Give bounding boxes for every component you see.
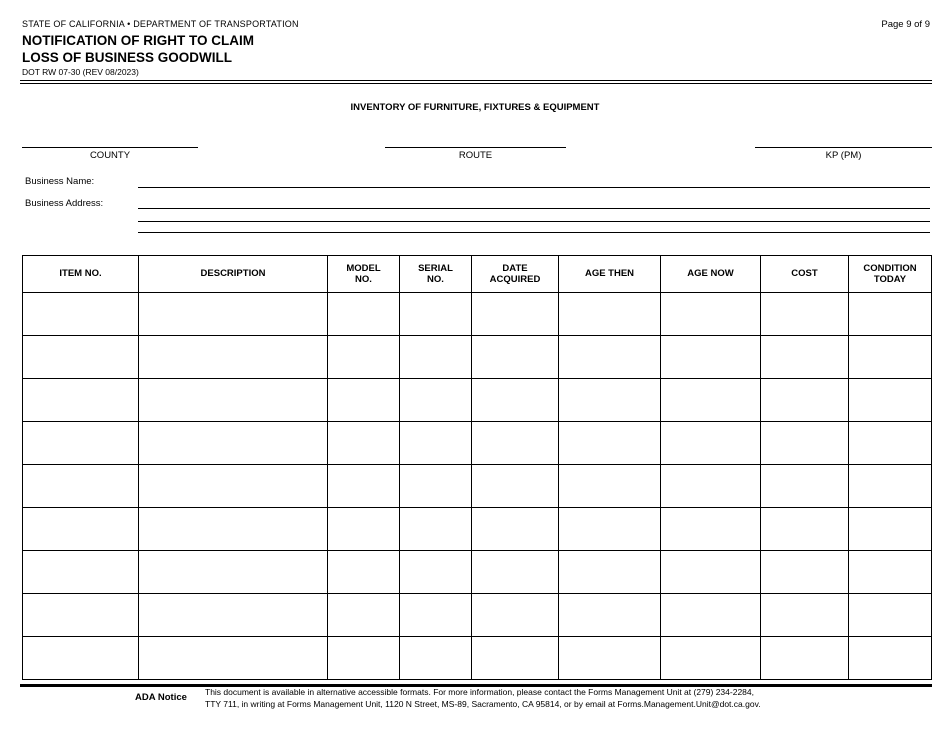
table-cell[interactable] xyxy=(559,551,661,594)
header-divider xyxy=(20,80,932,84)
table-cell[interactable] xyxy=(849,508,932,551)
table-row xyxy=(23,508,932,551)
col-header-age-now xyxy=(661,256,761,293)
col-header-condition-today xyxy=(849,256,932,293)
table-cell[interactable] xyxy=(472,293,559,336)
table-cell[interactable] xyxy=(761,379,849,422)
kp-pm-field xyxy=(755,131,932,161)
col-header-description xyxy=(139,256,328,293)
table-row xyxy=(23,422,932,465)
table-cell[interactable] xyxy=(139,594,328,637)
table-cell[interactable] xyxy=(400,594,472,637)
table-cell[interactable] xyxy=(661,637,761,680)
table-cell[interactable] xyxy=(559,637,661,680)
county-input[interactable] xyxy=(22,131,198,148)
table-cell[interactable] xyxy=(328,379,400,422)
form-title-line1: NOTIFICATION OF RIGHT TO CLAIM xyxy=(22,33,254,48)
table-cell[interactable] xyxy=(328,594,400,637)
col-header-text: CONDITION xyxy=(863,262,917,274)
table-cell[interactable] xyxy=(400,551,472,594)
table-cell[interactable] xyxy=(400,379,472,422)
business-name-label: Business Name: xyxy=(25,176,95,187)
table-cell[interactable] xyxy=(849,379,932,422)
table-cell[interactable] xyxy=(849,465,932,508)
table-cell[interactable] xyxy=(139,551,328,594)
table-cell[interactable] xyxy=(400,422,472,465)
table-cell[interactable] xyxy=(559,336,661,379)
col-header-model-no xyxy=(328,256,400,293)
table-cell[interactable] xyxy=(761,637,849,680)
table-cell[interactable] xyxy=(661,336,761,379)
table-row xyxy=(23,637,932,680)
table-cell[interactable] xyxy=(400,637,472,680)
table-cell[interactable] xyxy=(761,293,849,336)
table-cell[interactable] xyxy=(661,379,761,422)
col-header-text: MODEL xyxy=(346,262,381,274)
table-cell[interactable] xyxy=(328,637,400,680)
ada-notice-line2: TTY 711, in writing at Forms Management Unit, 1120 N Street, MS-89, Sacramento, CA 95814, or by email at Forms.Management.Unit@dot.ca.gov. xyxy=(205,698,761,709)
table-row xyxy=(23,594,932,637)
table-cell[interactable] xyxy=(328,465,400,508)
route-input[interactable] xyxy=(385,131,566,148)
table-cell[interactable] xyxy=(328,508,400,551)
table-cell[interactable] xyxy=(400,293,472,336)
agency-line: STATE OF CALIFORNIA • DEPARTMENT OF TRANSPORTATION xyxy=(22,19,299,29)
table-cell[interactable] xyxy=(139,465,328,508)
table-cell[interactable] xyxy=(400,465,472,508)
table-cell[interactable] xyxy=(328,551,400,594)
table-row xyxy=(23,465,932,508)
col-header-cost xyxy=(761,256,849,293)
table-cell[interactable] xyxy=(761,551,849,594)
table-cell[interactable] xyxy=(559,465,661,508)
ada-notice-label: ADA Notice xyxy=(135,692,187,703)
table-cell[interactable] xyxy=(139,379,328,422)
table-cell[interactable] xyxy=(661,293,761,336)
form-title-line2: LOSS OF BUSINESS GOODWILL xyxy=(22,50,233,65)
table-cell[interactable] xyxy=(559,422,661,465)
table-cell[interactable] xyxy=(328,422,400,465)
table-cell[interactable] xyxy=(661,422,761,465)
col-header-text: ITEM NO. xyxy=(59,268,102,280)
table-cell[interactable] xyxy=(472,508,559,551)
ada-notice-text xyxy=(205,687,825,710)
table-cell[interactable] xyxy=(761,594,849,637)
table-cell[interactable] xyxy=(23,465,139,508)
table-cell[interactable] xyxy=(139,422,328,465)
col-header-text: DESCRIPTION xyxy=(200,268,266,280)
table-cell[interactable] xyxy=(139,336,328,379)
table-cell[interactable] xyxy=(472,551,559,594)
table-row xyxy=(23,336,932,379)
col-header-text: TODAY xyxy=(873,274,907,285)
table-cell[interactable] xyxy=(400,508,472,551)
table-cell[interactable] xyxy=(559,293,661,336)
county-label: COUNTY xyxy=(89,150,131,161)
table-header-row xyxy=(23,256,932,293)
business-address-input-line1[interactable] xyxy=(138,193,930,209)
form-number: DOT RW 07-30 (REV 08/2023) xyxy=(22,67,139,77)
col-header-text: NO. xyxy=(355,274,372,285)
county-field xyxy=(22,131,198,161)
ada-notice-line1: This document is available in alternative accessible formats. For more information, please contact the Forms Management Unit at (279) 234-2284, xyxy=(205,687,754,697)
table-cell[interactable] xyxy=(139,508,328,551)
table-row xyxy=(23,379,932,422)
table-cell[interactable] xyxy=(761,508,849,551)
table-cell[interactable] xyxy=(23,422,139,465)
business-address-input-line3[interactable] xyxy=(138,221,930,233)
business-name-input[interactable] xyxy=(138,172,930,188)
table-cell[interactable] xyxy=(849,293,932,336)
table-cell[interactable] xyxy=(472,637,559,680)
table-cell[interactable] xyxy=(849,422,932,465)
table-row xyxy=(23,551,932,594)
col-header-serial-no xyxy=(400,256,472,293)
col-header-date-acquired xyxy=(472,256,559,293)
kp-pm-label: KP (PM) xyxy=(825,150,862,161)
table-cell[interactable] xyxy=(472,379,559,422)
table-cell[interactable] xyxy=(849,637,932,680)
table-cell[interactable] xyxy=(23,594,139,637)
table-row xyxy=(23,293,932,336)
table-cell[interactable] xyxy=(400,336,472,379)
col-header-text: NO. xyxy=(427,274,444,285)
table-cell[interactable] xyxy=(328,336,400,379)
col-header-age-then xyxy=(559,256,661,293)
route-label: ROUTE xyxy=(458,150,493,161)
table-cell[interactable] xyxy=(761,336,849,379)
table-cell[interactable] xyxy=(139,293,328,336)
col-header-text: SERIAL xyxy=(418,262,453,274)
route-field xyxy=(385,131,566,161)
kp-pm-input[interactable] xyxy=(755,131,932,148)
page-indicator: Page 9 of 9 xyxy=(881,19,930,30)
table-cell[interactable] xyxy=(559,508,661,551)
col-header-text: ACQUIRED xyxy=(489,274,541,285)
table-cell[interactable] xyxy=(23,336,139,379)
table-cell[interactable] xyxy=(23,508,139,551)
inventory-table-body xyxy=(23,293,932,680)
table-cell[interactable] xyxy=(472,594,559,637)
col-header-text: AGE THEN xyxy=(584,268,635,280)
table-cell[interactable] xyxy=(472,336,559,379)
table-cell[interactable] xyxy=(761,465,849,508)
table-cell[interactable] xyxy=(472,422,559,465)
table-cell[interactable] xyxy=(661,508,761,551)
table-cell[interactable] xyxy=(23,551,139,594)
table-cell[interactable] xyxy=(23,379,139,422)
table-cell[interactable] xyxy=(23,293,139,336)
table-cell[interactable] xyxy=(661,551,761,594)
col-header-text: COST xyxy=(791,268,818,280)
table-cell[interactable] xyxy=(559,379,661,422)
table-cell[interactable] xyxy=(849,594,932,637)
table-cell[interactable] xyxy=(472,465,559,508)
table-cell[interactable] xyxy=(328,293,400,336)
table-cell[interactable] xyxy=(661,594,761,637)
inventory-table xyxy=(22,255,932,680)
col-header-text: DATE xyxy=(502,262,528,274)
table-cell[interactable] xyxy=(849,336,932,379)
col-header-text: AGE NOW xyxy=(687,268,734,280)
table-cell[interactable] xyxy=(761,422,849,465)
table-cell[interactable] xyxy=(559,594,661,637)
business-address-label: Business Address: xyxy=(25,198,104,209)
table-cell[interactable] xyxy=(661,465,761,508)
table-cell[interactable] xyxy=(139,637,328,680)
section-title: INVENTORY OF FURNITURE, FIXTURES & EQUIPMENT xyxy=(350,102,600,113)
col-header-item-no xyxy=(23,256,139,293)
table-cell[interactable] xyxy=(849,551,932,594)
table-cell[interactable] xyxy=(23,637,139,680)
